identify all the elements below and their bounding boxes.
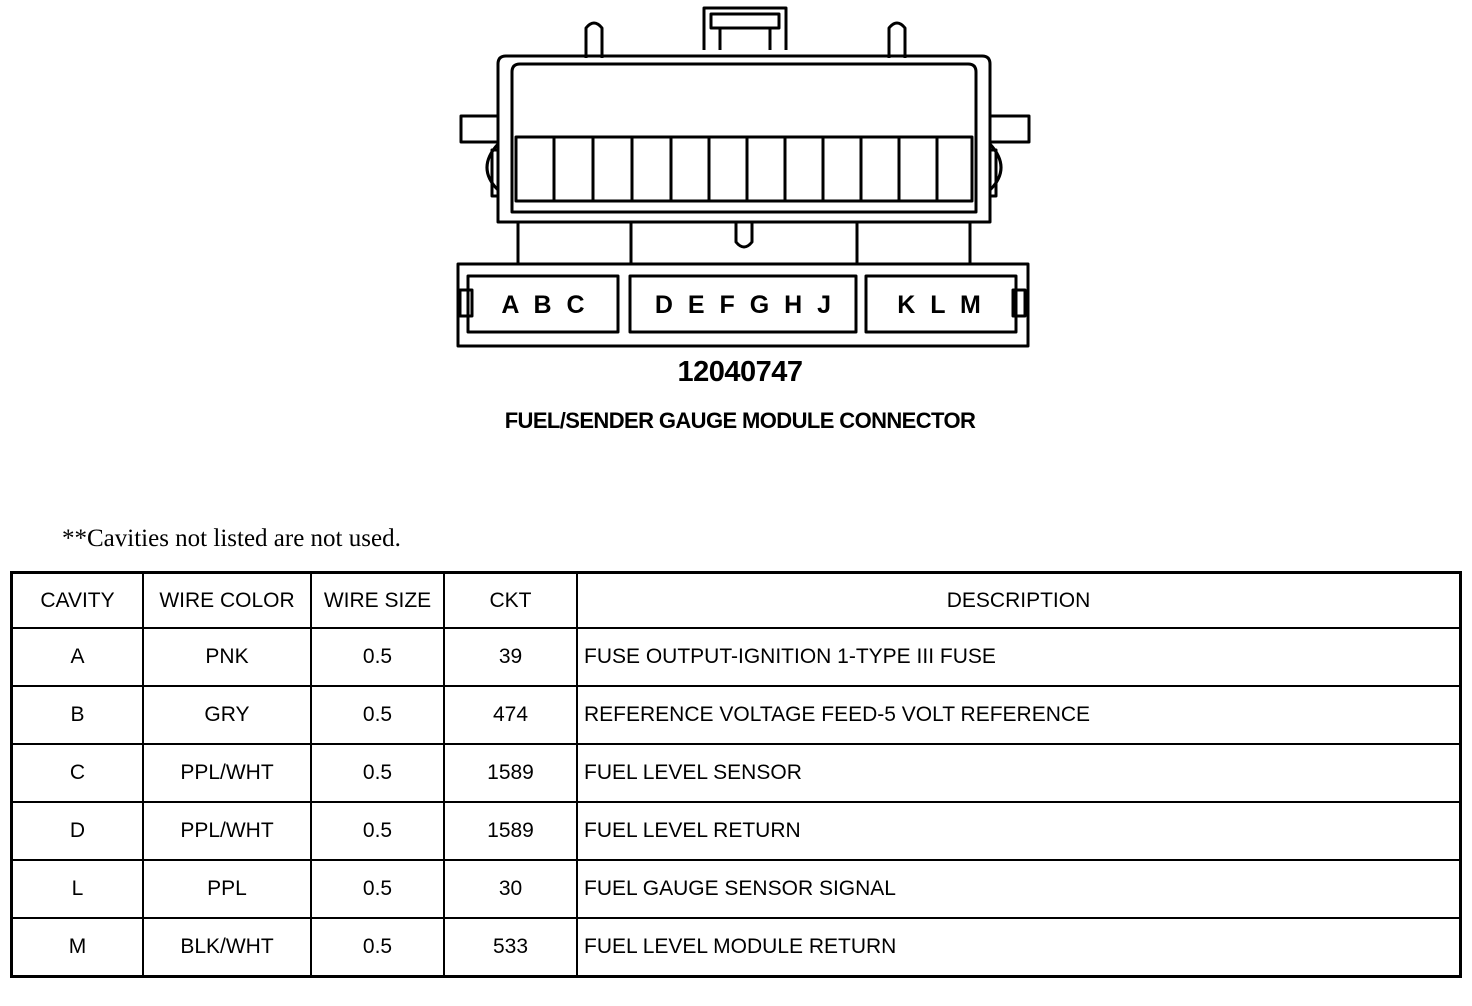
table-row <box>13 918 1459 975</box>
housing-outline <box>498 56 990 222</box>
right-peg <box>889 23 905 58</box>
terminal-strip <box>516 137 972 201</box>
right-side-tab <box>990 116 1029 142</box>
table-row <box>13 860 1459 918</box>
cavity-note: **Cavities not listed are not used. <box>62 525 401 552</box>
group-label-klm: K L M <box>897 291 985 319</box>
cell-cavity: B <box>13 686 143 744</box>
table-row <box>13 744 1459 802</box>
cell-ckt: 39 <box>444 628 577 686</box>
cell-cavity: C <box>13 744 143 802</box>
cell-cavity: D <box>13 802 143 860</box>
cell-wire-size: 0.5 <box>311 802 444 860</box>
part-number: 12040747 <box>677 356 803 388</box>
connector-diagram <box>0 0 1472 470</box>
connector-title: FUEL/SENDER GAUGE MODULE CONNECTOR <box>504 408 976 433</box>
cell-wire-color: PNK <box>143 628 311 686</box>
table-header-row <box>13 574 1459 628</box>
cell-wire-size: 0.5 <box>311 686 444 744</box>
cell-wire-size: 0.5 <box>311 860 444 918</box>
group-label-abc: A B C <box>501 291 589 319</box>
cell-description: FUSE OUTPUT-IGNITION 1-TYPE III FUSE <box>577 628 1459 686</box>
cell-description: REFERENCE VOLTAGE FEED-5 VOLT REFERENCE <box>577 686 1459 744</box>
cell-description: FUEL LEVEL RETURN <box>577 802 1459 860</box>
header-cavity: CAVITY <box>13 574 143 628</box>
left-lock-window <box>460 290 472 316</box>
header-description: DESCRIPTION <box>577 574 1459 628</box>
table-row <box>13 686 1459 744</box>
cell-wire-size: 0.5 <box>311 744 444 802</box>
cell-description: FUEL GAUGE SENSOR SIGNAL <box>577 860 1459 918</box>
cell-ckt: 1589 <box>444 744 577 802</box>
cell-cavity: L <box>13 860 143 918</box>
cell-description: FUEL LEVEL MODULE RETURN <box>577 918 1459 975</box>
cell-cavity: M <box>13 918 143 975</box>
cell-description: FUEL LEVEL SENSOR <box>577 744 1459 802</box>
center-boss <box>631 222 857 264</box>
left-peg <box>586 23 602 58</box>
cell-ckt: 30 <box>444 860 577 918</box>
cell-wire-color: GRY <box>143 686 311 744</box>
pinout-table-wrapper <box>10 571 1462 978</box>
cell-cavity: A <box>13 628 143 686</box>
cell-wire-size: 0.5 <box>311 918 444 975</box>
header-wire-color: WIRE COLOR <box>143 574 311 628</box>
header-wire-size: WIRE SIZE <box>311 574 444 628</box>
cell-wire-color: PPL <box>143 860 311 918</box>
top-latch-window <box>711 14 779 28</box>
cell-ckt: 474 <box>444 686 577 744</box>
group-label-defghj: D E F G H J <box>654 291 836 319</box>
header-ckt: CKT <box>444 574 577 628</box>
left-side-tab <box>461 116 498 142</box>
cell-wire-color: PPL/WHT <box>143 802 311 860</box>
cell-ckt: 533 <box>444 918 577 975</box>
cell-wire-color: BLK/WHT <box>143 918 311 975</box>
table-row <box>13 628 1459 686</box>
table-row <box>13 802 1459 860</box>
cell-wire-color: PPL/WHT <box>143 744 311 802</box>
center-key <box>736 222 752 247</box>
pinout-table <box>13 574 1459 975</box>
cell-ckt: 1589 <box>444 802 577 860</box>
cell-wire-size: 0.5 <box>311 628 444 686</box>
